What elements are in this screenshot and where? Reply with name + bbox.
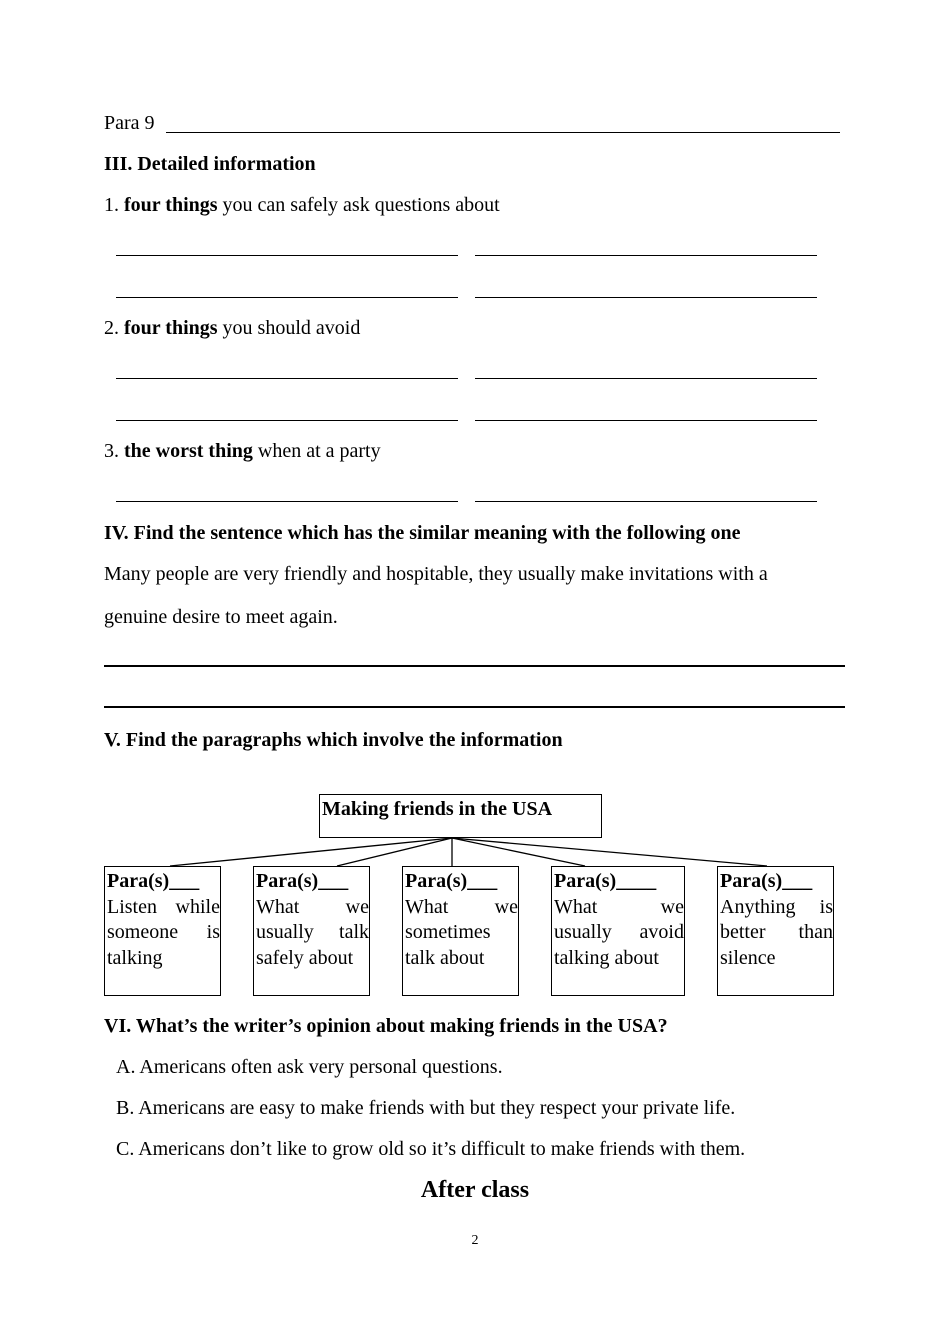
- para-label[interactable]: Para(s)___: [256, 870, 349, 892]
- section5-heading: V. Find the paragraphs which involve the information: [104, 729, 563, 751]
- box-text: What we sometimes talk about: [405, 895, 518, 969]
- section4-sentence-line2: genuine desire to meet again.: [104, 606, 338, 628]
- diagram-root-box: Making friends in the USA: [319, 794, 602, 838]
- question-1: 1. four things you can safely ask questions about: [104, 194, 500, 216]
- option-a[interactable]: A. Americans often ask very personal questions.: [116, 1056, 503, 1078]
- question-3: 3. the worst thing when at a party: [104, 440, 381, 462]
- page-number: 2: [471, 1233, 479, 1248]
- option-b[interactable]: B. Americans are easy to make friends with but they respect your private life.: [116, 1097, 736, 1119]
- box-text: Listen while someone is talking: [107, 895, 220, 969]
- diagram-box-2: [253, 866, 370, 996]
- para-label[interactable]: Para(s)____: [554, 870, 657, 892]
- section4-heading: IV. Find the sentence which has the similar meaning with the following one: [104, 522, 741, 544]
- section6-heading: VI. What’s the writer’s opinion about making friends in the USA?: [104, 1015, 668, 1037]
- para9-label: Para 9: [104, 112, 155, 134]
- diagram-box-3: [402, 866, 519, 996]
- box-text: What we usually talk safely about: [256, 895, 369, 969]
- section3-heading: III. Detailed information: [104, 153, 316, 175]
- para-label[interactable]: Para(s)___: [405, 870, 498, 892]
- after-class-heading: After class: [420, 1177, 530, 1203]
- option-c[interactable]: C. Americans don’t like to grow old so it’s difficult to make friends with them.: [116, 1138, 746, 1160]
- diagram-box-5: [717, 866, 834, 996]
- question-2: 2. four things you should avoid: [104, 317, 361, 339]
- diagram-box-4: [551, 866, 685, 996]
- box-text: Anything is better than silence: [720, 895, 833, 969]
- section4-sentence-line1: Many people are very friendly and hospitable, they usually make invitations with a: [104, 563, 768, 585]
- diagram-box-1: [104, 866, 221, 996]
- para-label[interactable]: Para(s)___: [107, 870, 200, 892]
- box-text: What we usually avoid talking about: [554, 895, 684, 969]
- para-label[interactable]: Para(s)___: [720, 870, 813, 892]
